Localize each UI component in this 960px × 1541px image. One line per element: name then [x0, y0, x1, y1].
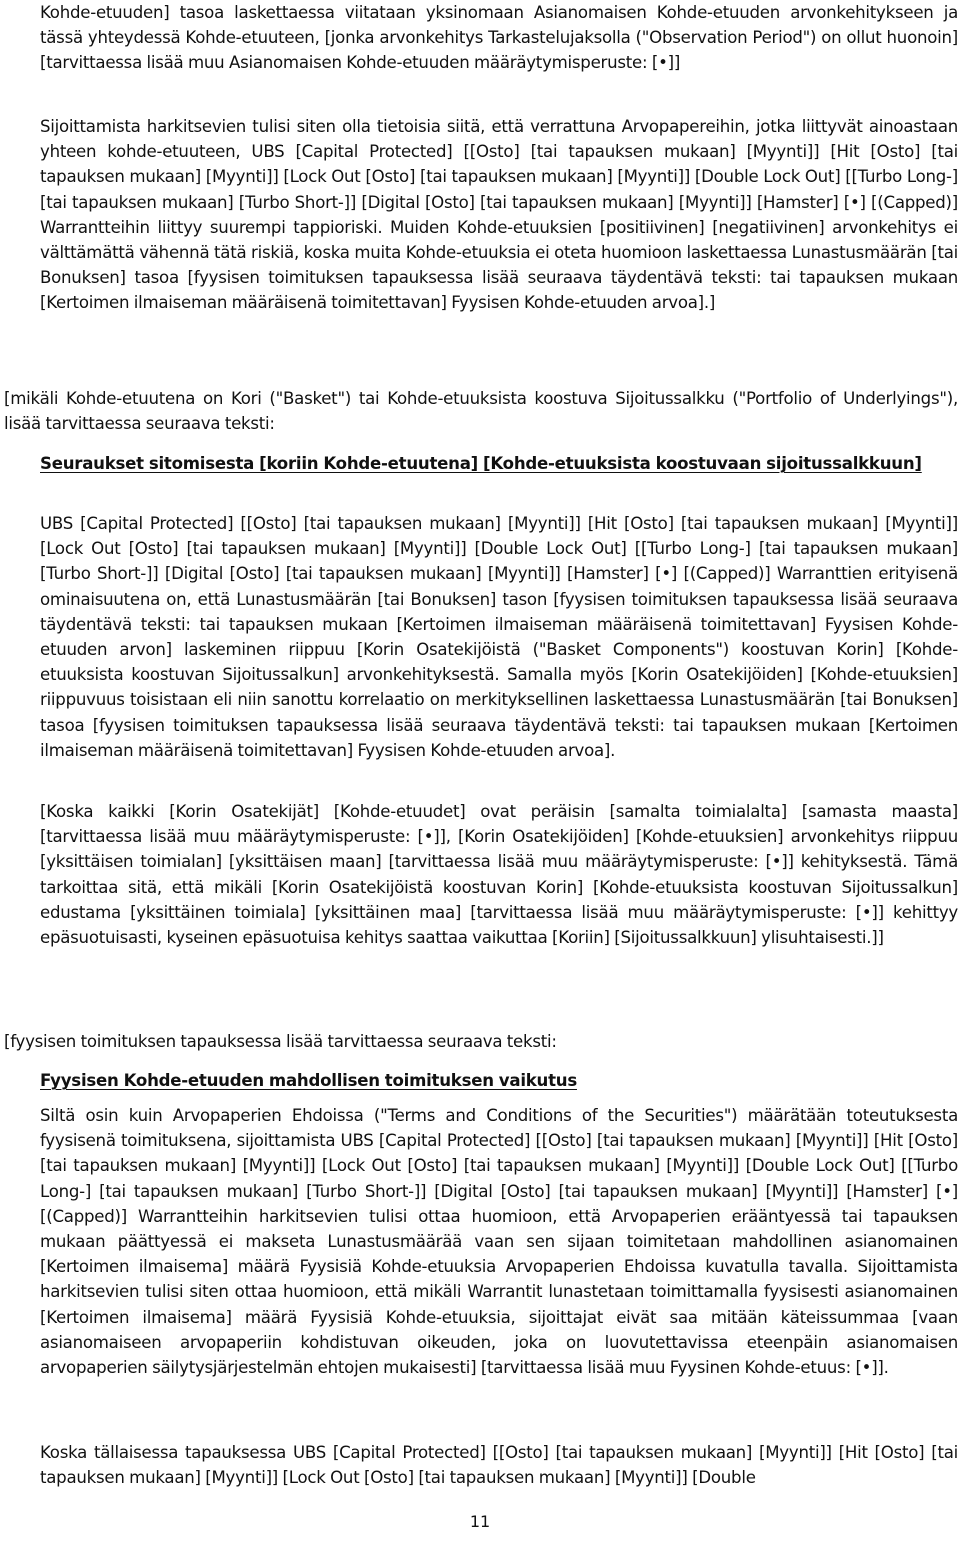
paragraph-underlying-level: Kohde-etuuden] tasoa laskettaessa viitataan yksinomaan Asianomaisen Kohde-etuuden arvonkehitykseen ja tässä yhteydessä Kohde-etuuteen, [jonka arvonkehitys Tarkastelujaksolla ("Observation Period") on ollut huonoin] [tarvittaessa lisää muu Asianomaisen Kohde-etuuden määräytymisperuste: [•]]: [40, 3, 958, 73]
paragraph-risk-notice: Sijoittamista harkitsevien tulisi siten olla tietoisia siitä, että verrattuna Arvopapereihin, jotka liittyvät ainoastaan yhteen kohde-etuuteen, UBS [Capital Protected] [[Osto] [tai tapauksen mukaan] [Myynti]] [Hit [Osto] [tai tapauksen mukaan] [Myynti]] [Lock Out [Osto] [tai tapauksen mukaan] [Myynti]] [Double Lock Out] [[Turbo Long-] [tai tapauksen mukaan] [Turbo Short-]] [Digital [Osto] [tai tapauksen mukaan] [Myynti]] [Hamster] [•] [(Capped)] Warrantteihin liittyy suurempi tappioriski. Muiden Kohde-etuuksien [positiivinen] [negatiivinen] arvonkehitys ei välttämättä vähennä tätä riskiä, koska muita Kohde-etuuksia ei oteta huomioon laskettaessa Lunastusmäärän [tai Bonuksen] tasoa [fyysisen toimituksen tapauksessa lisää seuraava täydentävä teksti: tai tapauksen mukaan [Kertoimen ilmaiseman määräisenä toimitettavan] Fyysisen Kohde-etuuden arvoa].]: [40, 117, 958, 313]
page-number: 11: [469, 1512, 491, 1531]
paragraph-basket-instruction: [mikäli Kohde-etuutena on Kori ("Basket") tai Kohde-etuuksista koostuva Sijoitussalkku ("Portfolio of Underlyings"), lisää tarvittaessa seuraava teksti:: [4, 389, 958, 434]
paragraph-continuation: Koska tällaisessa tapauksessa UBS [Capital Protected] [[Osto] [tai tapauksen mukaan] [Myynti]] [Hit [Osto] [tai tapauksen mukaan] [Myynti]] [Lock Out [Osto] [tai tapauksen mukaan] [Myynti]] [Double: [40, 1443, 958, 1488]
paragraph-physical-delivery: Siltä osin kuin Arvopaperien Ehdoissa ("Terms and Conditions of the Securities") määrätään toteutuksesta fyysisenä toimituksena, sijoittamista UBS [Capital Protected] [[Osto] [tai tapauksen mukaan] [Myynti]] [Hit [Osto] [tai tapauksen mukaan] [Myynti]] [Lock Out [Osto] [tai tapauksen mukaan] [Myynti]] [Double Lock Out] [[Turbo Long-] [tai tapauksen mukaan] [Turbo Short-]] [Digital [Osto] [tai tapauksen mukaan] [Myynti]] [Hamster] [•] [(Capped)] Warrantteihin harkitsevien tulisi ottaa huomioon, että Arvopaperien erääntyessä tai tapauksen mukaan päättyessä ei makseta Lunastusmäärää vaan sen sijaan toimitetaan mahdollinen asianomainen [Kertoimen ilmaisema] määrä Fyysisiä Kohde-etuuksia Arvopaperien Ehdoissa kuvatulla tavalla. Sijoittamista harkitsevien tulisi siten ottaa huomioon, että mikäli Warrantit lunastetaan toimittamalla fyysisesti asianomainen [Kertoimen ilmaisema] määrä Fyysisiä Kohde-etuuksia, sijoittajat eivät saa mitään käteissummaa [vaan asianomaiseen arvopaperiin kohdistuvan oikeuden, joka on luovutettavissa eteenpäin asianomaisen arvopaperien säilytysjärjestelmän ehtojen mukaisesti] [tarvittaessa lisää muu Fyysinen Kohde-etuus: [•]].: [40, 1106, 958, 1378]
paragraph-sector-country: [Koska kaikki [Korin Osatekijät] [Kohde-etuudet] ovat peräisin [samalta toimialalta] [samasta maasta] [tarvittaessa lisää muu määräytymisperuste: [•]], [Korin Osatekijöiden] [Kohde-etuuksien] arvonkehitys riippuu [yksittäisen toimialan] [yksittäisen maan] [tarvittaessa lisää muu määräytymisperuste: [•]] kehityksestä. Tämä tarkoittaa sitä, että mikäli [Korin Osatekijöistä koostuvan Korin] [Kohde-etuuksista koostuvan Sijoitussalkun] edustama [yksittäinen toimiala] [yksittäinen maa] [tarvittaessa lisää muu määräytymisperuste: [•]] kehittyy epäsuotuisasti, kyseinen epäsuotuisa kehitys saattaa vaikuttaa [Koriin] [Sijoitussalkkuun] ylisuhtaisesti.]]: [40, 802, 958, 948]
paragraph-basket-feature: UBS [Capital Protected] [[Osto] [tai tapauksen mukaan] [Myynti]] [Hit [Osto] [tai tapauksen mukaan] [Myynti]] [Lock Out [Osto] [tai tapauksen mukaan] [Myynti]] [Double Lock Out] [[Turbo Long-] [tai tapauksen mukaan] [Turbo Short-]] [Digital [Osto] [tai tapauksen mukaan] [Myynti]] [Hamster] [•] [(Capped)] Warranttien erityisenä ominaisuutena on, että Lunastusmäärän [tai Bonuksen] tason [fyysisen toimituksen tapauksessa lisää seuraava täydentävä teksti: tai tapauksen mukaan [Kertoimen ilmaiseman määräisenä toimitettavan] Fyysisen Kohde-etuuden arvon] laskeminen riippuu [Korin Osatekijöistä ("Basket Components") koostuvan Korin] [Kohde-etuuksista koostuvan Sijoitussalkun] arvonkehityksestä. Samalla myös [Korin Osatekijöiden] [Kohde-etuuksien] riippuvuus toisistaan eli niin sanottu korrelaatio on merkityksellinen laskettaessa Lunastusmäärän [tai Bonuksen] tasoa [fyysisen toimituksen tapauksessa lisää seuraava täydentävä teksti: tai tapauksen mukaan [Kertoimen ilmaiseman määräisenä toimitettavan] Fyysisen Kohde-etuuden arvoa].: [40, 514, 958, 760]
section-heading-physical-delivery: Fyysisen Kohde-etuuden mahdollisen toimituksen vaikutus: [40, 1071, 577, 1090]
section-heading-basket: Seuraukset sitomisesta [koriin Kohde-etuutena] [Kohde-etuuksista koostuvaan sijoitussalkkuun]: [40, 454, 922, 473]
paragraph-physical-instruction: [fyysisen toimituksen tapauksessa lisää tarvittaessa seuraava teksti:: [4, 1032, 557, 1051]
